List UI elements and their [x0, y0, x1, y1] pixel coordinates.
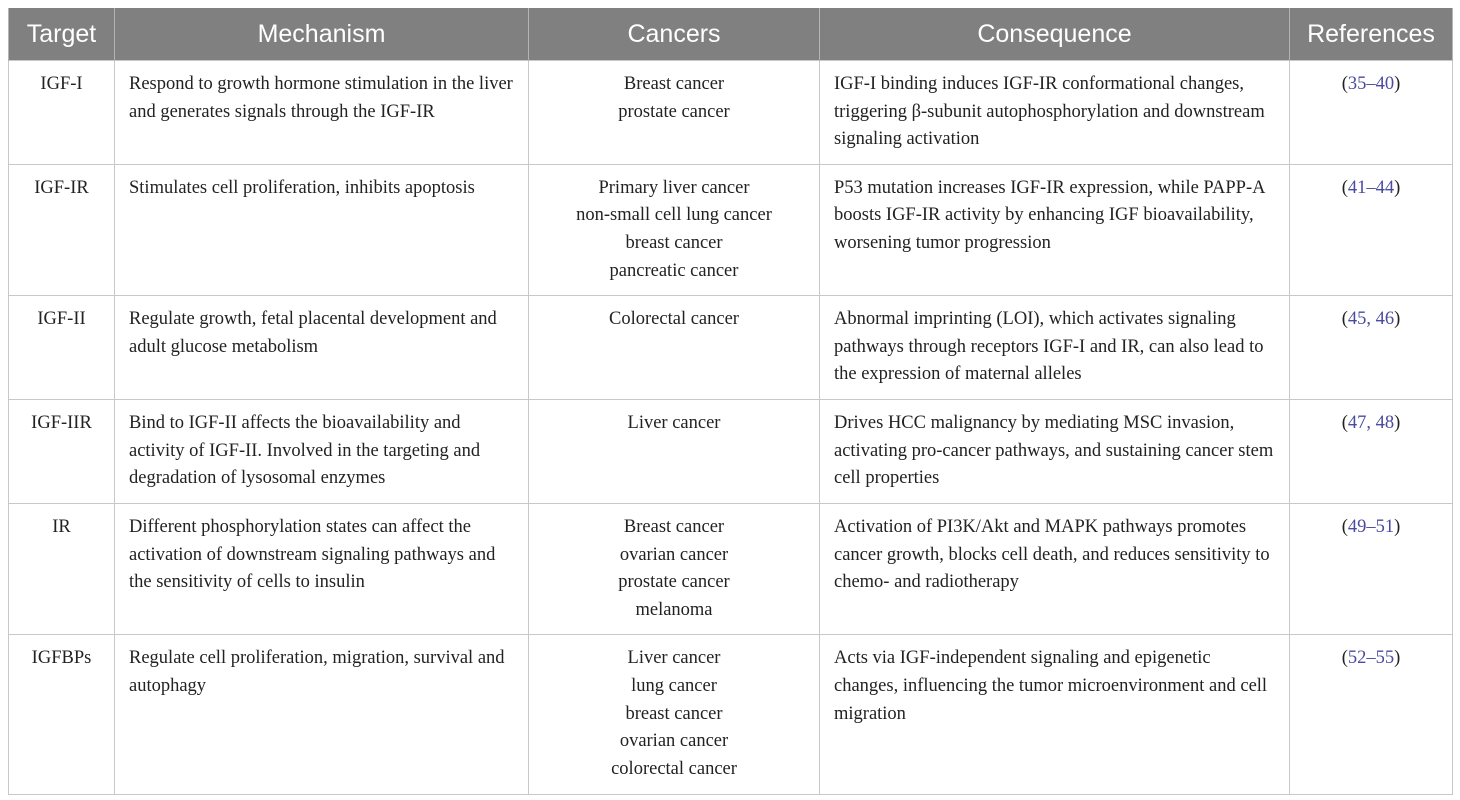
header-target: Target [9, 8, 115, 61]
cell-references: (41–44) [1290, 164, 1453, 295]
table-row [9, 399, 1453, 503]
header-cancers: Cancers [529, 8, 820, 61]
cell-target: IR [9, 503, 115, 634]
cancer-item: pancreatic cancer [609, 260, 739, 281]
reference-link[interactable]: 45, 46 [1347, 309, 1395, 330]
cell-mechanism: Stimulates cell proliferation, inhibits apoptosis [115, 164, 529, 295]
cell-cancers [529, 399, 820, 503]
cell-references: (49–51) [1290, 503, 1453, 634]
cell-cancers [529, 61, 820, 165]
cancer-item: lung cancer [631, 675, 717, 696]
table-header [9, 8, 1453, 61]
cell-references: (47, 48) [1290, 399, 1453, 503]
cell-cancers [529, 296, 820, 400]
cancer-item: breast cancer [625, 232, 723, 253]
cancer-item: Liver cancer [627, 648, 721, 669]
cancer-item: prostate cancer [618, 101, 730, 122]
cell-consequence: IGF-I binding induces IGF-IR conformational changes, triggering β-subunit autophosphorylation and downstream signaling activation [820, 61, 1290, 165]
header-references: References [1290, 8, 1453, 61]
cell-consequence: Drives HCC malignancy by mediating MSC invasion, activating pro-cancer pathways, and sustaining cancer stem cell properties [820, 399, 1290, 503]
header-row [9, 8, 1453, 61]
reference-link[interactable]: 35–40 [1347, 74, 1395, 94]
cell-mechanism: Respond to growth hormone stimulation in the liver and generates signals through the IGF-IR [115, 61, 529, 165]
cell-mechanism: Different phosphorylation states can affect the activation of downstream signaling pathways and the sensitivity of cells to insulin [115, 503, 529, 634]
cancer-item: colorectal cancer [611, 758, 737, 779]
igf-targets-table [8, 8, 1453, 795]
cell-target: IGF-IR [9, 164, 115, 295]
cell-references: (45, 46) [1290, 296, 1453, 400]
table-body [9, 61, 1453, 795]
cell-target: IGF-II [9, 296, 115, 400]
table-row [9, 503, 1453, 634]
cancer-item: Breast cancer [623, 74, 725, 94]
cell-mechanism: Regulate cell proliferation, migration, survival and autophagy [115, 635, 529, 795]
table-row [9, 296, 1453, 400]
header-mechanism: Mechanism [115, 8, 529, 61]
cell-references: (52–55) [1290, 635, 1453, 795]
table-row [9, 61, 1453, 165]
cell-cancers [529, 503, 820, 634]
table-row [9, 164, 1453, 295]
cancer-item: ovarian cancer [619, 731, 729, 752]
cancer-item: melanoma [635, 599, 713, 620]
cancer-item: Liver cancer [627, 412, 721, 433]
cancer-item: ovarian cancer [619, 544, 729, 565]
cell-references: (35–40) [1290, 61, 1453, 165]
header-consequence: Consequence [820, 8, 1290, 61]
cell-mechanism: Bind to IGF-II affects the bioavailability and activity of IGF-II. Involved in the targeting and degradation of lysosomal enzymes [115, 399, 529, 503]
cell-cancers [529, 635, 820, 795]
cell-target: IGF-IIR [9, 399, 115, 503]
cell-consequence: P53 mutation increases IGF-IR expression, while PAPP-A boosts IGF-IR activity by enhancing IGF bioavailability, worsening tumor progression [820, 164, 1290, 295]
cell-target: IGFBPs [9, 635, 115, 795]
cancer-item: prostate cancer [618, 572, 730, 593]
reference-link[interactable]: 41–44 [1347, 177, 1395, 198]
cell-mechanism: Regulate growth, fetal placental development and adult glucose metabolism [115, 296, 529, 400]
reference-link[interactable]: 49–51 [1347, 516, 1395, 537]
cancer-item: breast cancer [625, 703, 723, 724]
cell-consequence: Activation of PI3K/Akt and MAPK pathways promotes cancer growth, blocks cell death, and reduces sensitivity to chemo- and radiotherapy [820, 503, 1290, 634]
cell-consequence: Abnormal imprinting (LOI), which activates signaling pathways through receptors IGF-I and IR, can also lead to the expression of maternal alleles [820, 296, 1290, 400]
cancer-item: Breast cancer [623, 516, 725, 537]
table-row [9, 635, 1453, 795]
reference-link[interactable]: 52–55 [1347, 648, 1395, 669]
cell-cancers [529, 164, 820, 295]
cell-consequence: Acts via IGF-independent signaling and epigenetic changes, influencing the tumor microenvironment and cell migration [820, 635, 1290, 795]
cell-target: IGF-I [9, 61, 115, 165]
cancer-item: non-small cell lung cancer [576, 205, 772, 226]
cancer-item: Primary liver cancer [598, 177, 750, 198]
reference-link[interactable]: 47, 48 [1347, 412, 1395, 433]
cancer-item: Colorectal cancer [609, 309, 739, 330]
